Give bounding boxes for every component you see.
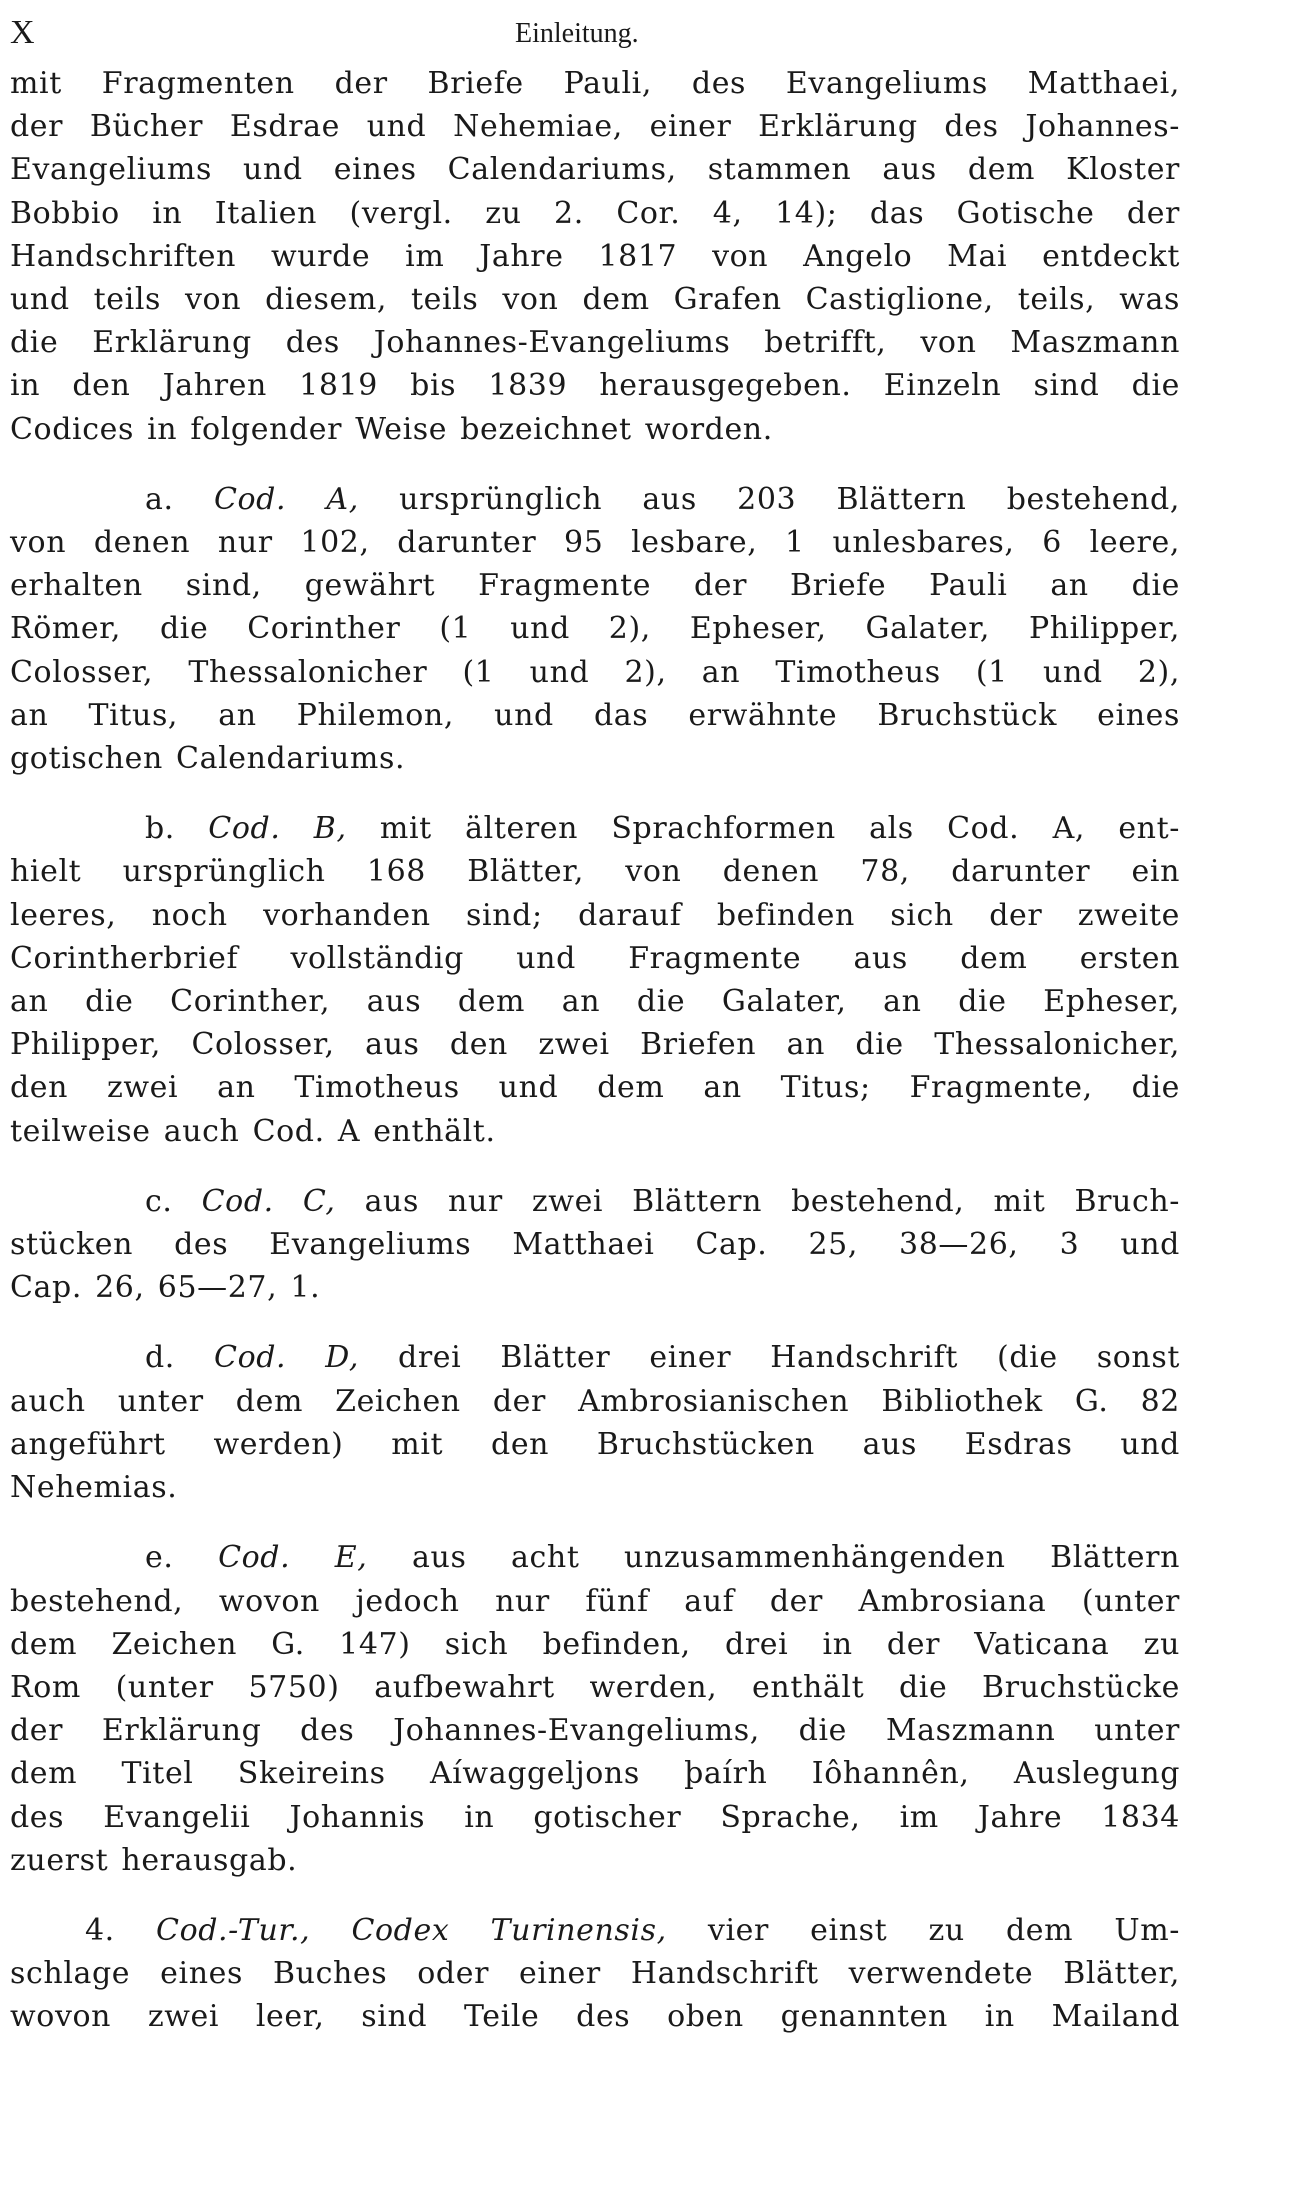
text-line: Cap. 26, 65—27, 1. [10, 1270, 321, 1306]
text-line: Corintherbrief vollständig und Fragmente aus dem ersten [10, 940, 1180, 976]
first-line [10, 1909, 1180, 1952]
codex-name: Cod. A, [213, 481, 359, 517]
paragraph-cod-a [10, 478, 1180, 780]
paragraph-cod-e [10, 1536, 1180, 1882]
running-title: Einleitung. [515, 18, 639, 49]
paragraph-gap [10, 1153, 1180, 1180]
paragraph-gap [10, 451, 1180, 478]
text-line: teilweise auch Cod. A enthält. [10, 1113, 496, 1149]
item-label: d. [145, 1340, 175, 1376]
item-label: a. [145, 481, 174, 517]
text-line: stücken des Evangeliums Matthaei Cap. 25, 38—26, 3 und [10, 1227, 1180, 1263]
text-line: dem Zeichen G. 147) sich befinden, drei in der Vaticana zu [10, 1626, 1180, 1662]
text-line: in den Jahren 1819 bis 1839 herausgegeben. Einzeln sind die [10, 368, 1180, 404]
paragraph-cod-tur [10, 1909, 1180, 2039]
first-line [10, 1336, 1180, 1379]
text-line: der Bücher Esdrae und Nehemiae, einer Erklärung des Johannes- [10, 109, 1180, 145]
page-number: X [10, 14, 35, 51]
text-line: Bobbio in Italien (vergl. zu 2. Cor. 4, 14); das Gotische der [10, 195, 1180, 231]
text-line: von denen nur 102, darunter 95 lesbare, 1 unlesbares, 6 leere, [10, 525, 1180, 561]
text-line: des Evangelii Johannis in gotischer Sprache, im Jahre 1834 [10, 1799, 1180, 1835]
paragraph-cod-d [10, 1336, 1180, 1509]
paragraph-gap [10, 1509, 1180, 1536]
paragraph-gap [10, 1882, 1180, 1909]
paragraph-cod-b [10, 807, 1180, 1153]
page-header [10, 0, 1180, 58]
text-line: der Erklärung des Johannes-Evangeliums, die Maszmann unter [10, 1713, 1180, 1749]
text-line: Codices in folgender Weise bezeichnet worden. [10, 411, 773, 447]
text-line: Nehemias. [10, 1470, 178, 1506]
text-line: an Titus, an Philemon, und das erwähnte Bruchstück eines [10, 697, 1180, 733]
text-line: dem Titel Skeireins Aíwaggeljons þaírh Iôhannên, Auslegung [10, 1756, 1180, 1792]
item-label: b. [145, 811, 175, 847]
item-label: e. [145, 1540, 174, 1576]
text-line: an die Corinther, aus dem an die Galater, an die Epheser, [10, 984, 1180, 1020]
first-line-text: ursprünglich aus 203 Blättern bestehend, [399, 481, 1181, 517]
first-line [10, 1536, 1180, 1579]
text-line: leeres, noch vorhanden sind; darauf befinden sich der zweite [10, 897, 1180, 933]
text-line: Colosser, Thessalonicher (1 und 2), an Timotheus (1 und 2), [10, 654, 1180, 690]
text-line: angeführt werden) mit den Bruchstücken aus Esdras und [10, 1426, 1180, 1462]
text-line: hielt ursprünglich 168 Blätter, von denen 78, darunter ein [10, 854, 1180, 890]
paragraph-cod-c [10, 1180, 1180, 1310]
first-line [10, 807, 1180, 850]
text-line: den zwei an Timotheus und dem an Titus; Fragmente, die [10, 1070, 1180, 1106]
text-line: Handschriften wurde im Jahre 1817 von Angelo Mai entdeckt [10, 238, 1180, 274]
first-line-text: vier einst zu dem Um- [707, 1912, 1181, 1948]
paragraph-gap [10, 1309, 1180, 1336]
codex-name: Cod. E, [218, 1540, 368, 1576]
text-line: Evangeliums und eines Calendariums, stammen aus dem Kloster [10, 152, 1180, 188]
first-line-text: mit älteren Sprachformen als Cod. A, ent- [379, 811, 1180, 847]
text-line: wovon zwei leer, sind Teile des oben genannten in Mailand [10, 1999, 1180, 2035]
first-line-text: aus nur zwei Blättern bestehend, mit Bruch- [364, 1183, 1181, 1219]
paragraph-intro [10, 62, 1180, 451]
text-line: erhalten sind, gewährt Fragmente der Briefe Pauli an die [10, 568, 1180, 604]
text-line: und teils von diesem, teils von dem Grafen Castiglione, teils, was [10, 282, 1180, 318]
item-label: c. [145, 1183, 173, 1219]
text-line: gotischen Calendariums. [10, 741, 406, 777]
text-line: auch unter dem Zeichen der Ambrosianischen Bibliothek G. 82 [10, 1383, 1180, 1419]
text-line: schlage eines Buches oder einer Handschrift verwendete Blätter, [10, 1956, 1180, 1992]
paragraph-gap [10, 780, 1180, 807]
text-line: zuerst herausgab. [10, 1842, 298, 1878]
text-line: mit Fragmenten der Briefe Pauli, des Evangeliums Matthaei, [10, 66, 1180, 101]
text-line: bestehend, wovon jedoch nur fünf auf der Ambrosiana (unter [10, 1583, 1180, 1619]
codex-name: Cod. C, [201, 1183, 336, 1219]
first-line [10, 478, 1180, 521]
codex-name: Cod. B, [208, 811, 347, 847]
text-line: Philipper, Colosser, aus den zwei Briefen an die Thessalonicher, [10, 1027, 1180, 1063]
first-line-text: drei Blätter einer Handschrift (die sonst [398, 1340, 1180, 1376]
first-line [10, 1180, 1180, 1223]
text-line: Rom (unter 5750) aufbewahrt werden, enthält die Bruchstücke [10, 1669, 1180, 1705]
text-line: Römer, die Corinther (1 und 2), Epheser, Galater, Philipper, [10, 611, 1180, 647]
first-line-text: aus acht unzusammenhängenden Blättern [412, 1540, 1180, 1576]
codex-name: Cod. D, [214, 1340, 359, 1376]
codex-name: Cod.-Tur., Codex Turinensis, [156, 1912, 667, 1948]
page [10, 0, 1180, 2039]
item-label: 4. [85, 1912, 115, 1948]
text-line: die Erklärung des Johannes-Evangeliums betrifft, von Maszmann [10, 325, 1180, 361]
